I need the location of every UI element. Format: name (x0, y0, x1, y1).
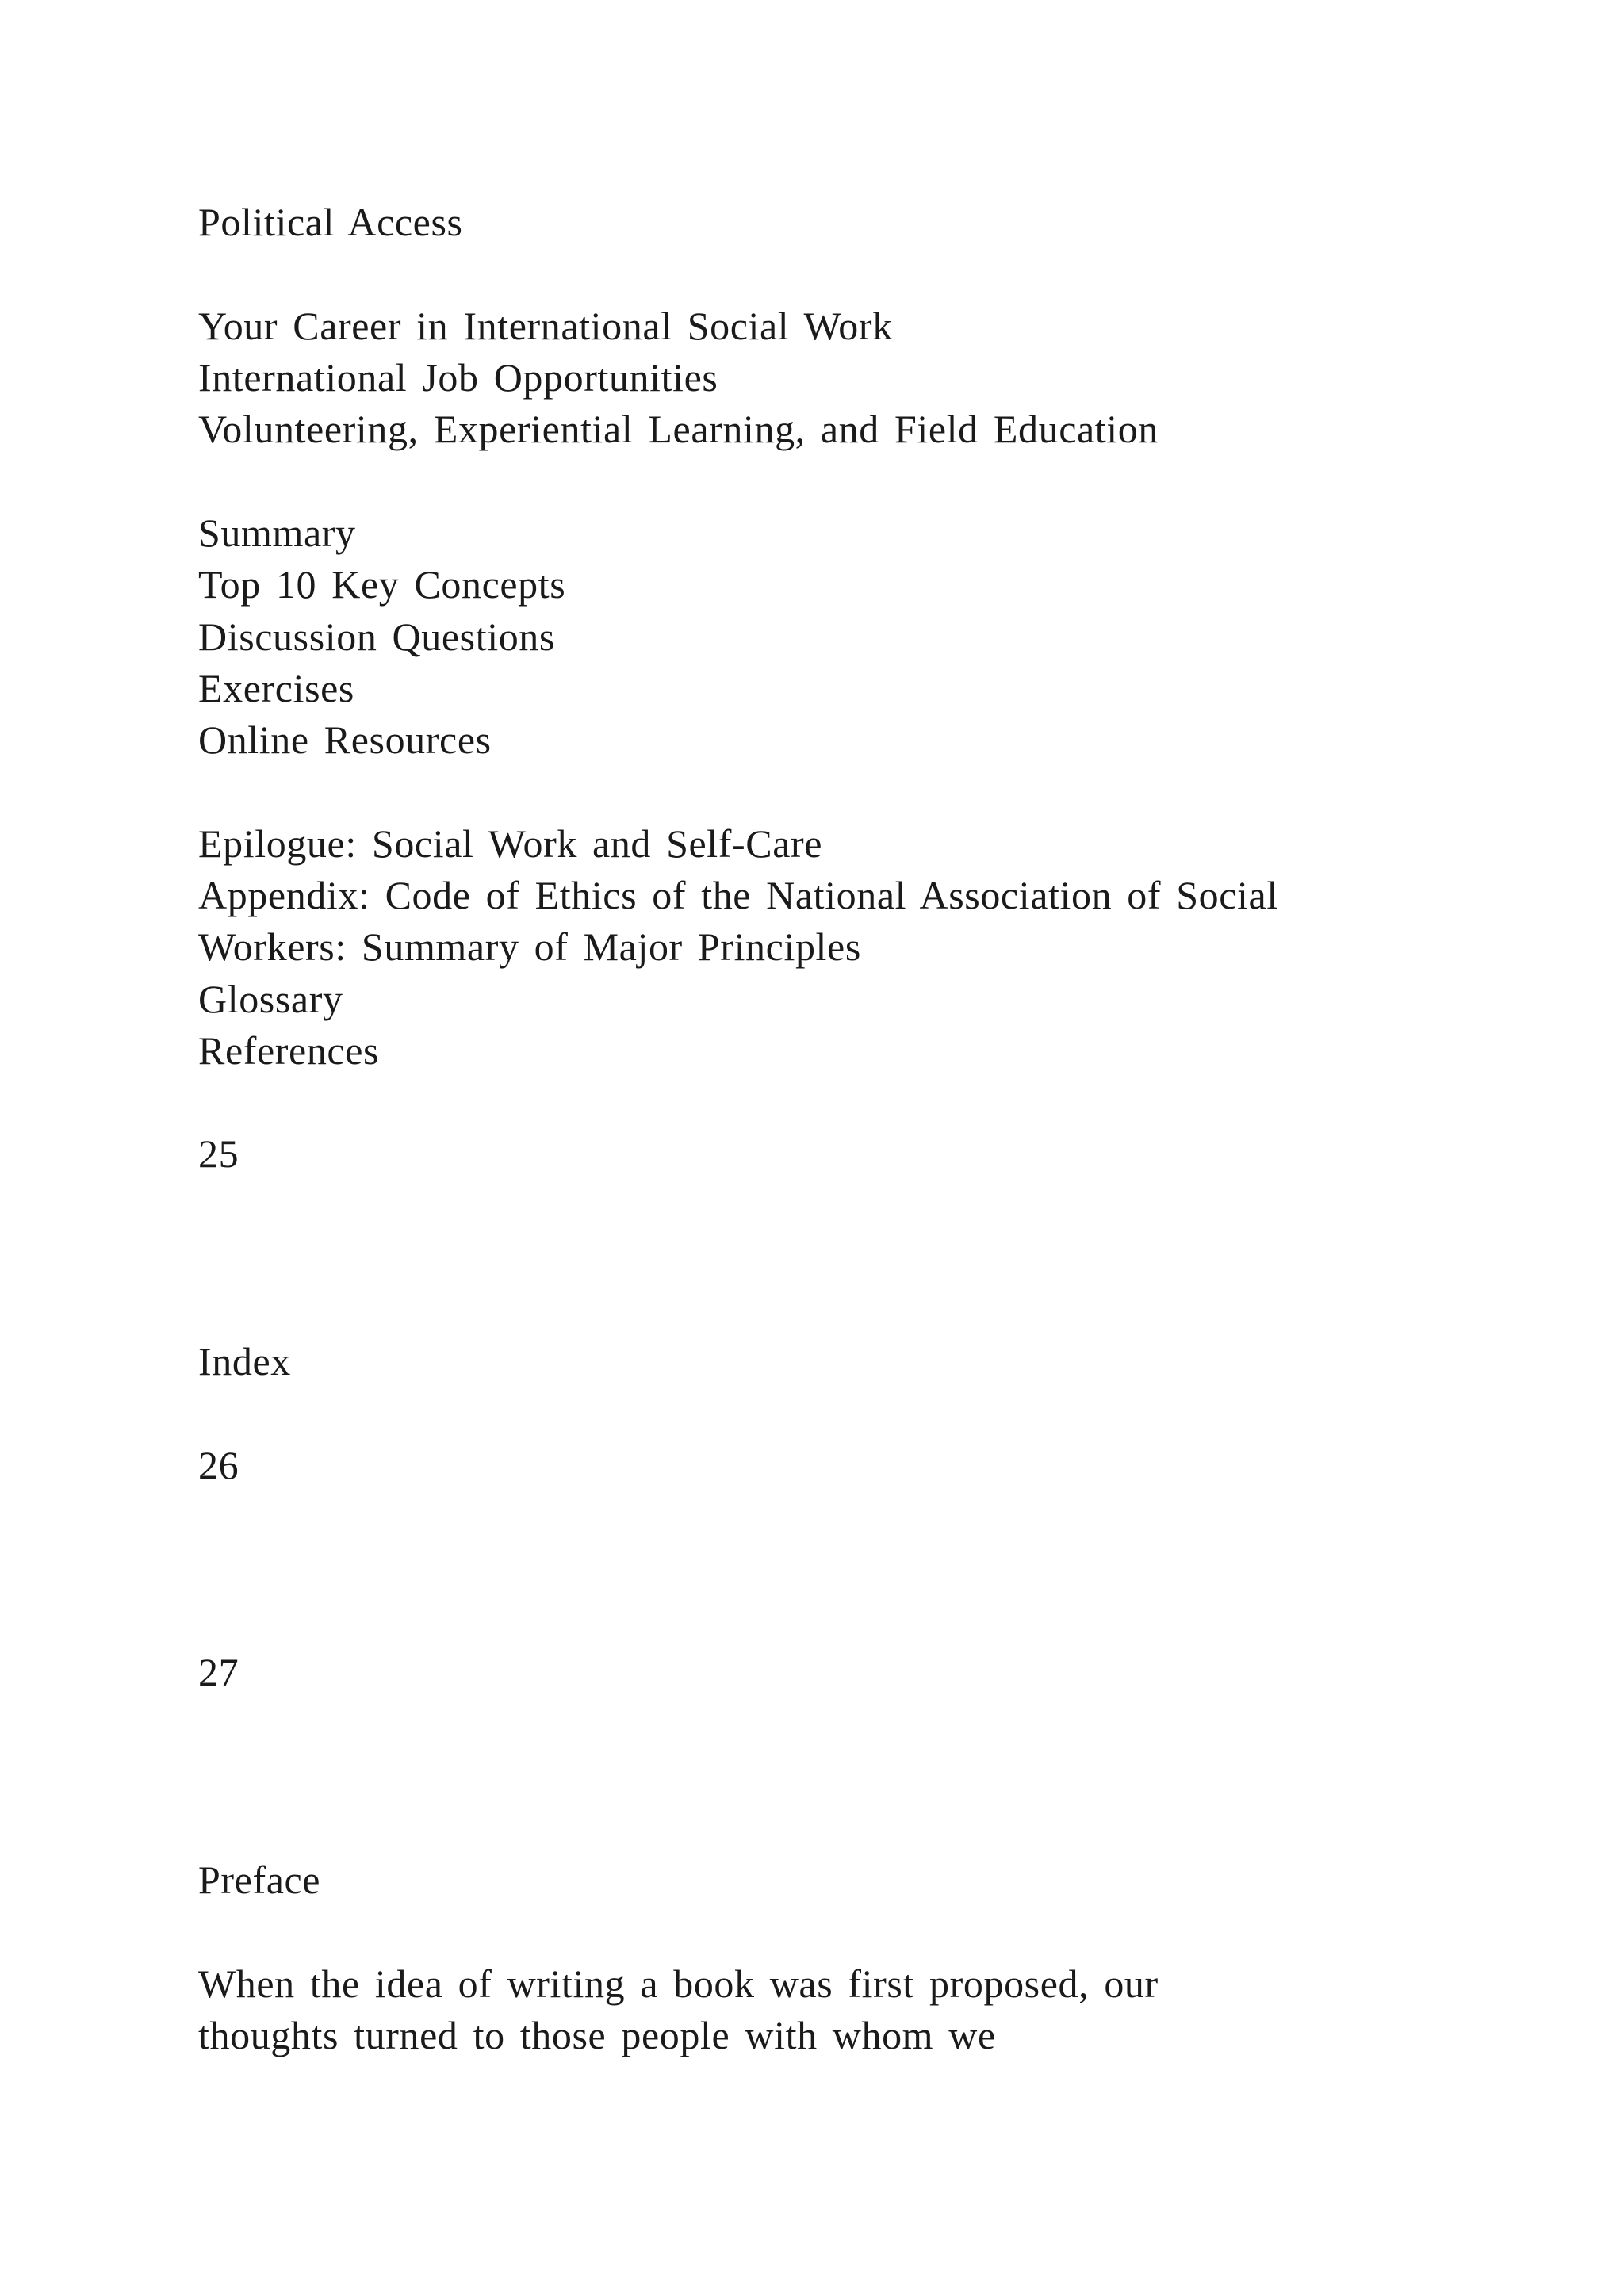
toc-entry-appendix-line2: Workers: Summary of Major Principles (198, 924, 861, 969)
toc-entry-career-heading: Your Career in International Social Work (198, 304, 893, 348)
page-number-27: 27 (198, 1650, 239, 1694)
toc-entry-job-opportunities: International Job Opportunities (198, 355, 718, 400)
toc-entry-discussion-questions: Discussion Questions (198, 614, 555, 659)
page-number-25: 25 (198, 1131, 239, 1176)
preface-text-line2: thoughts turned to those people with whom we (198, 2013, 996, 2057)
toc-entry-appendix-line1: Appendix: Code of Ethics of the National Association of Social (198, 873, 1278, 917)
toc-entry-political-access: Political Access (198, 200, 463, 244)
toc-entry-key-concepts: Top 10 Key Concepts (198, 562, 566, 607)
toc-entry-glossary: Glossary (198, 977, 343, 1021)
page-number-26: 26 (198, 1443, 239, 1487)
toc-entry-volunteering: Volunteering, Experiential Learning, and Field Education (198, 407, 1159, 451)
toc-entry-references: References (198, 1028, 380, 1073)
toc-entry-epilogue: Epilogue: Social Work and Self-Care (198, 821, 823, 866)
preface-heading: Preface (198, 1858, 321, 1902)
toc-entry-summary: Summary (198, 511, 356, 555)
preface-text-line1: When the idea of writing a book was first proposed, our (198, 1961, 1159, 2006)
index-heading: Index (198, 1339, 291, 1383)
toc-entry-exercises: Exercises (198, 666, 354, 710)
toc-entry-online-resources: Online Resources (198, 718, 492, 762)
